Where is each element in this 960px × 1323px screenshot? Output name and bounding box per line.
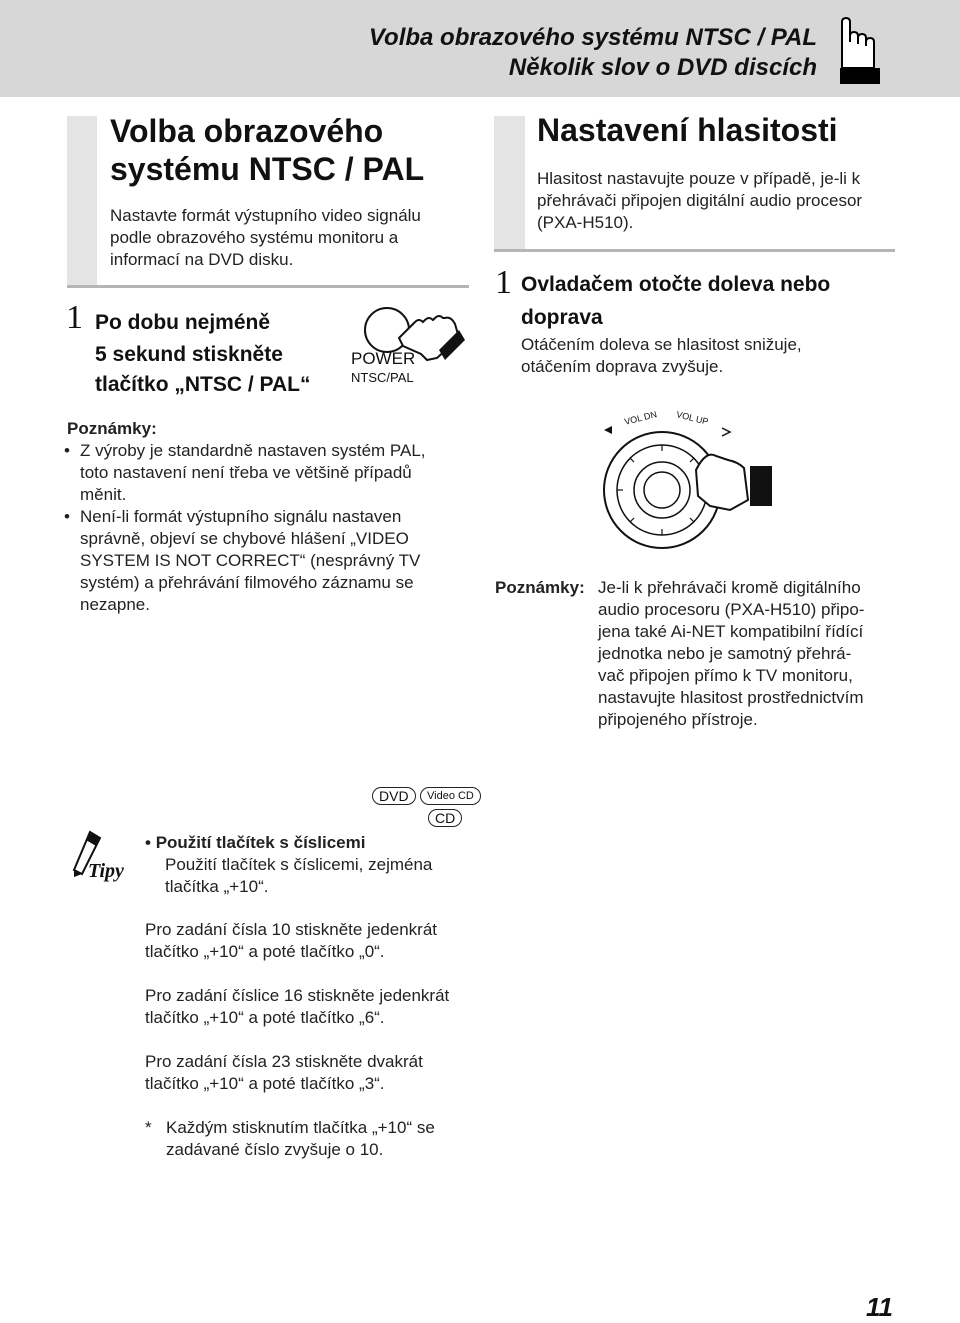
step-text-line1: Po dobu nejméně — [95, 311, 271, 334]
step-text-line2: 5 sekund stiskněte — [95, 343, 283, 366]
note-item — [64, 440, 484, 506]
step-number: 1 — [495, 264, 512, 301]
note-line: Je-li k přehrávači kromě digitálního — [598, 578, 861, 597]
note-line: správně, objeví se chybové hlášení „VIDEO — [80, 529, 409, 548]
tip-paragraph-line1: Pro zadání číslice 16 stiskněte jedenkrát — [145, 986, 450, 1005]
step-text-line3: tlačítko „NTSC / PAL“ — [95, 373, 311, 396]
tips-heading-text: Použití tlačítek s číslicemi — [155, 833, 366, 852]
step-number: 1 — [66, 299, 83, 336]
section-title: Nastavení hlasitosti — [537, 112, 838, 148]
volume-knob-illustration — [598, 410, 788, 560]
note-line: nezapne. — [80, 595, 150, 614]
bullet: • — [145, 833, 151, 852]
tip-paragraph-line2: tlačítko „+10“ a poté tlačítko „6“. — [145, 1008, 385, 1027]
notes-text — [598, 577, 898, 731]
dvd-badge: DVD — [372, 787, 416, 805]
notes-title: Poznámky: — [67, 419, 157, 438]
section-title-line2: systému NTSC / PAL — [110, 151, 425, 187]
note-item — [64, 506, 484, 616]
intro-text-line3: informací na DVD disku. — [110, 250, 294, 269]
notes-list — [64, 440, 484, 616]
tips-label: Tipy — [88, 860, 124, 882]
footnote-line2: zadávané číslo zvyšuje o 10. — [166, 1140, 384, 1159]
divider — [67, 285, 469, 288]
notes-title: Poznámky: — [495, 578, 585, 597]
step-desc-line1: Otáčením doleva se hlasitost snižuje, — [521, 335, 802, 354]
intro-text-line2: podle obrazového systému monitoru a — [110, 228, 399, 247]
tips-subtext-line1: Použití tlačítek s číslicemi, zejména — [165, 855, 433, 874]
vol-up-label: VOL UP — [675, 409, 710, 427]
footnote-mark: * — [145, 1118, 152, 1137]
step-text-line2: doprava — [521, 306, 603, 329]
step-desc-line2: otáčením doprava zvyšuje. — [521, 357, 724, 376]
page-number: 11 — [866, 1292, 893, 1322]
cd-badge: CD — [428, 809, 462, 827]
note-line: připojeného přístroje. — [598, 710, 758, 729]
bullet: • — [64, 507, 70, 526]
intro-text-line1: Hlasitost nastavujte pouze v případě, je-li k — [537, 169, 861, 188]
video-cd-badge: Video CD — [420, 787, 481, 805]
tips-subtext-line2: tlačítka „+10“. — [165, 877, 269, 896]
section-title-line1: Volba obrazového — [110, 113, 384, 149]
note-line: nastavujte hlasitost prostřednictvím — [598, 688, 864, 707]
intro-text-line3: (PXA-H510). — [537, 213, 634, 232]
tip-paragraph-line1: Pro zadání čísla 23 stiskněte dvakrát — [145, 1052, 423, 1071]
tips-heading — [145, 832, 365, 854]
ntsc-pal-label: NTSC/PAL — [351, 370, 414, 385]
note-line: měnit. — [80, 485, 127, 504]
note-line: SYSTEM IS NOT CORRECT“ (nesprávný TV — [80, 551, 421, 570]
intro-text-line2: přehrávači připojen digitální audio procesor — [537, 191, 863, 210]
step-text-line1: Ovladačem otočte doleva nebo — [521, 273, 831, 296]
header-title-line2: Několik slov o DVD discích — [508, 54, 817, 81]
tip-paragraph-line1: Pro zadání čísla 10 stiskněte jedenkrát — [145, 920, 437, 939]
hand-pointing-icon — [832, 16, 884, 86]
vol-dn-label: VOL DN — [623, 409, 658, 427]
note-line: jena také Ai-NET kompatibilní řídící — [598, 622, 864, 641]
header-title-line1: Volba obrazového systému NTSC / PAL — [368, 24, 817, 51]
note-line: Z výroby je standardně nastaven systém PAL, — [80, 441, 426, 460]
tip-paragraph-line2: tlačítko „+10“ a poté tlačítko „0“. — [145, 942, 385, 961]
note-line: jednotka nebo je samotný přehrá- — [598, 644, 852, 663]
tip-paragraph-line2: tlačítko „+10“ a poté tlačítko „3“. — [145, 1074, 385, 1093]
power-label: POWER — [351, 349, 416, 368]
divider — [494, 249, 895, 252]
note-line: systém) a přehrávání filmového záznamu se — [80, 573, 414, 592]
intro-text-line1: Nastavte formát výstupního video signálu — [110, 206, 421, 225]
note-line: vač připojen přímo k TV monitoru, — [598, 666, 853, 685]
note-line: audio procesoru (PXA-H510) připo- — [598, 600, 865, 619]
footnote-line1: Každým stisknutím tlačítka „+10“ se — [166, 1118, 435, 1137]
note-line: Není-li formát výstupního signálu nastaven — [80, 507, 402, 526]
note-line: toto nastavení není třeba ve většině případů — [80, 463, 412, 482]
bullet: • — [64, 441, 70, 460]
